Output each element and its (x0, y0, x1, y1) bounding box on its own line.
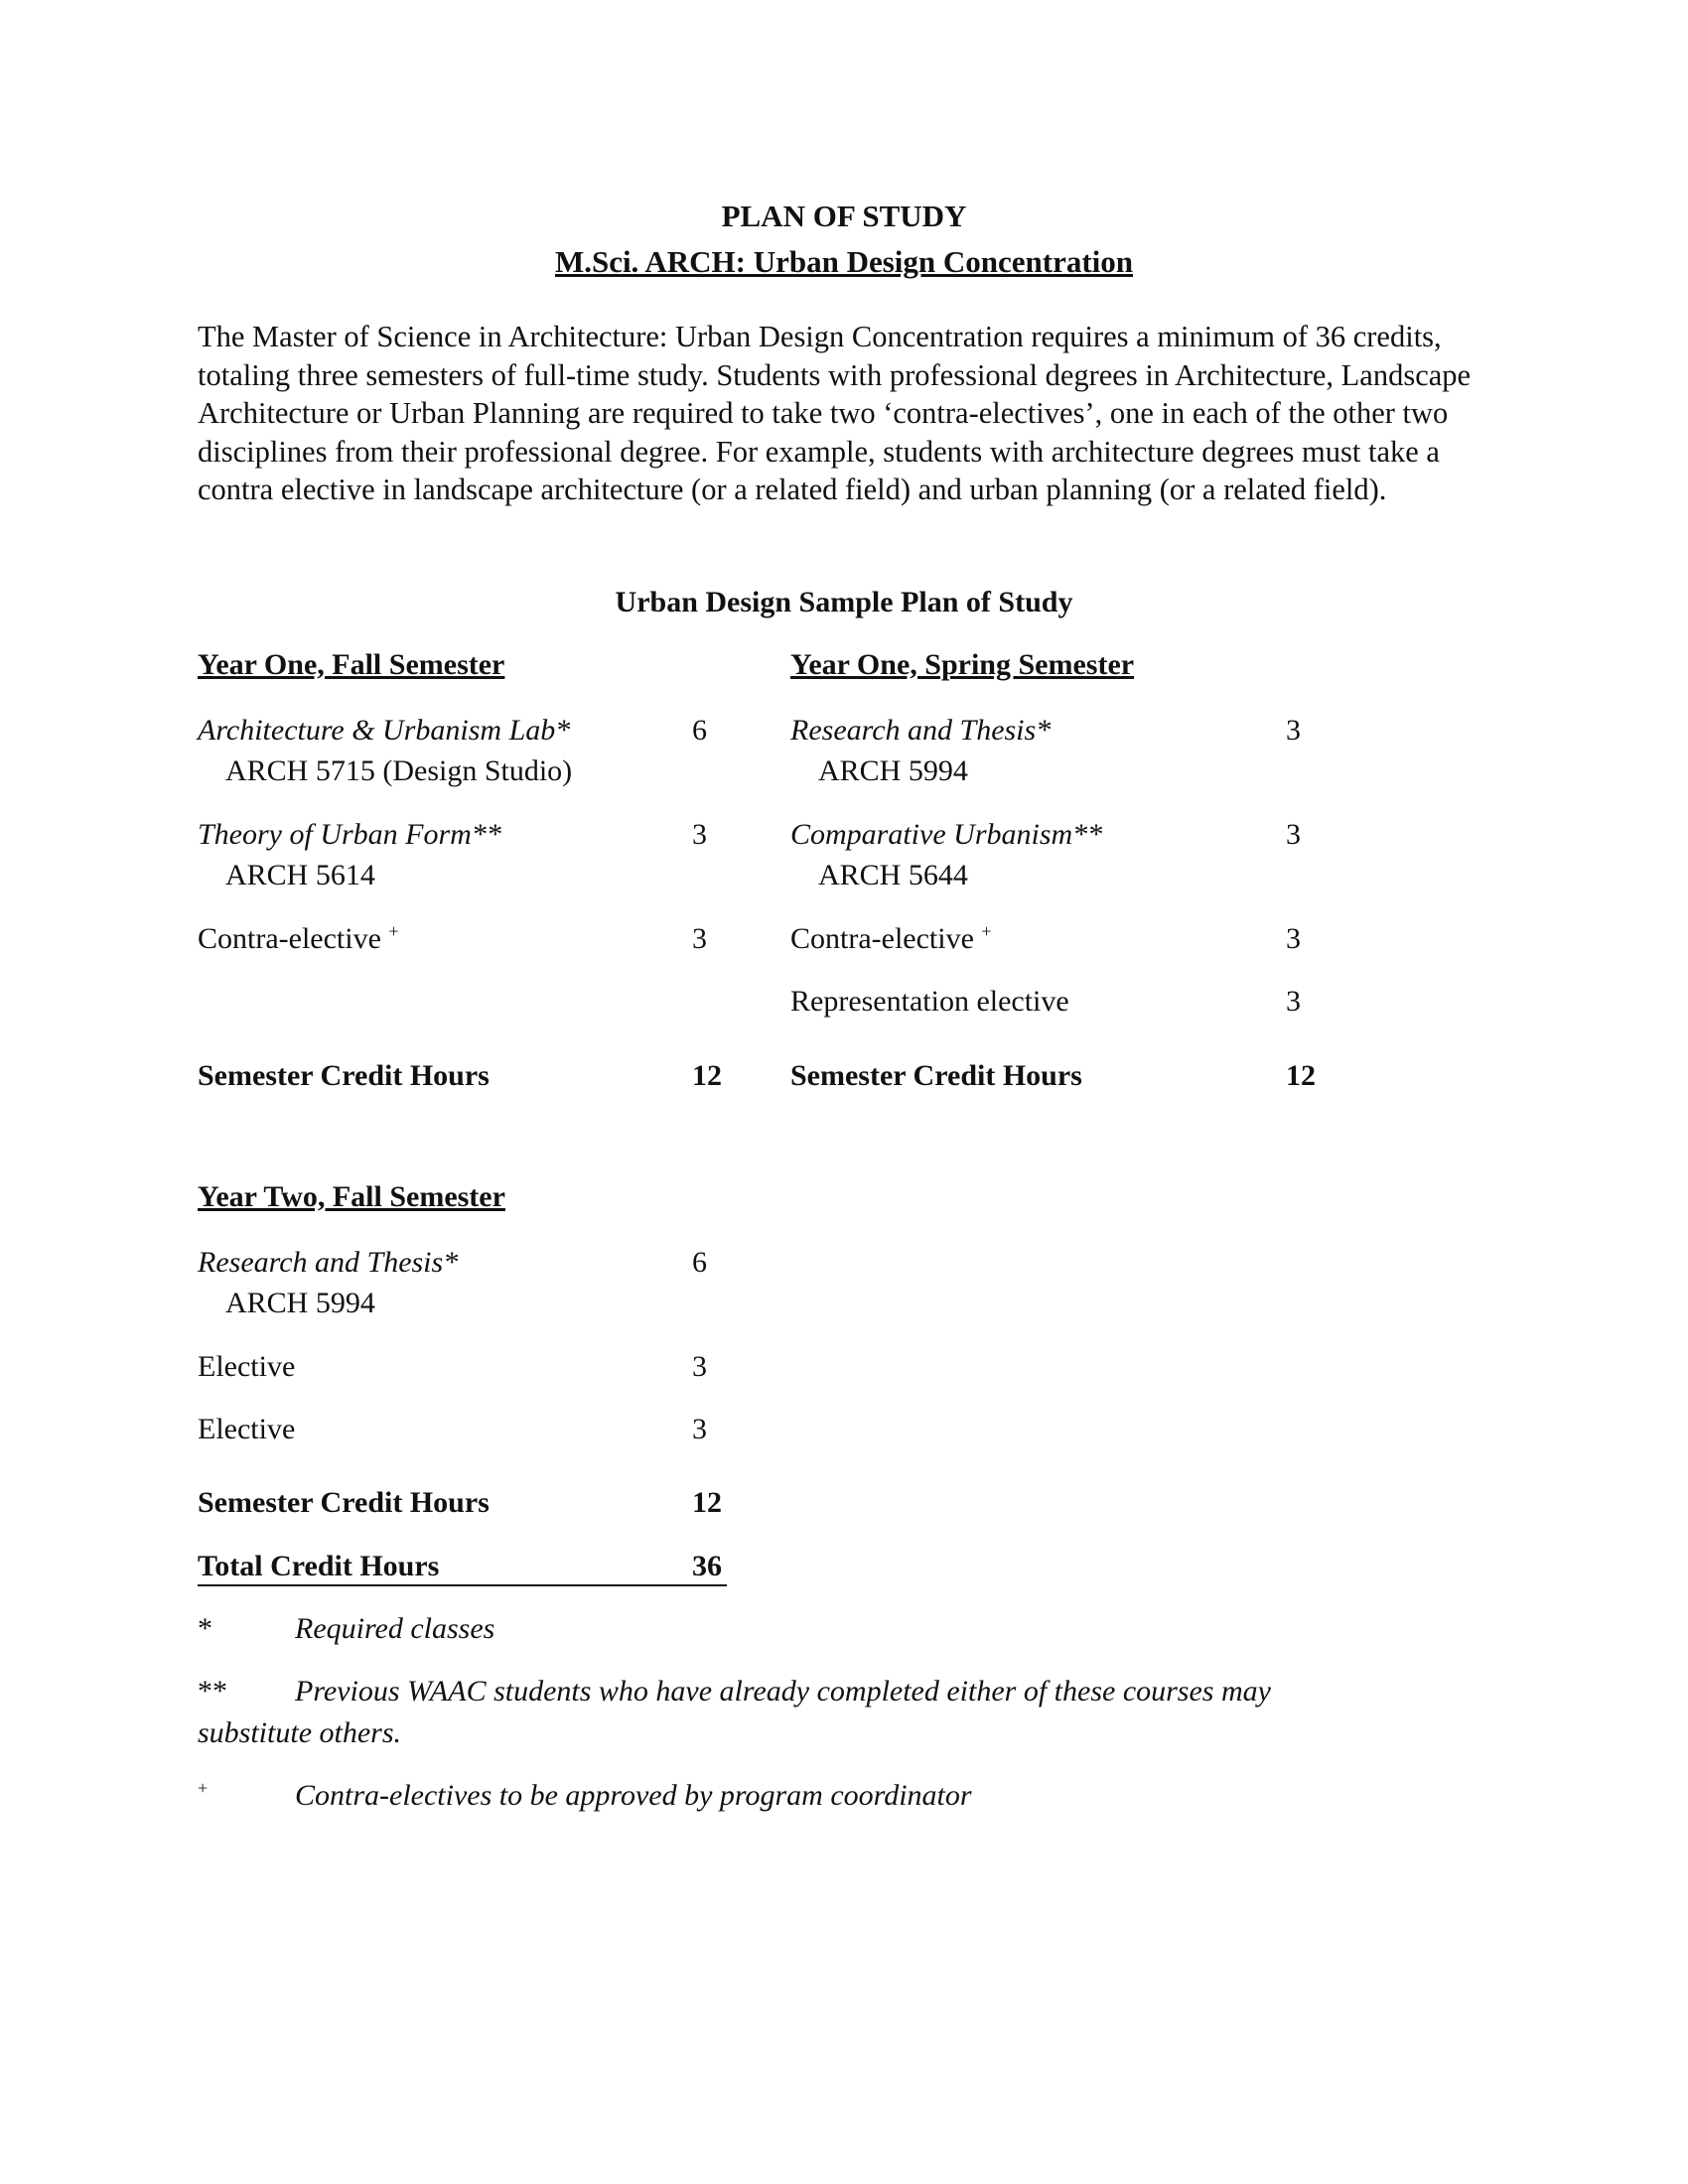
course-credits: 3 (1286, 818, 1301, 851)
course-name: Elective (198, 1350, 296, 1383)
semester-total-value: 12 (692, 1486, 722, 1519)
note-text: Contra-electives to be approved by program coordinator (295, 1779, 972, 1812)
intro-text: The Master of Science in Architecture: Urban Design Concentration requires a minimum of 36 credits, totaling three semesters of full-time study. Students with professional degrees in Architecture, Landscape Architecture or Urban Planning are required to take two ‘contra-electives’, one in each of the other two disciplines from their professional degree. For example, students with architecture degrees must take a contra elective in landscape architecture (or a related field) and urban planning (or a related field). (198, 320, 1472, 506)
course-name: Contra-elective (198, 922, 381, 955)
course-research-thesis (198, 1242, 458, 1323)
note-text: Required classes (295, 1612, 495, 1645)
course-elective (198, 1409, 295, 1449)
semester-total-value: 12 (692, 1059, 722, 1092)
course-credits: 6 (692, 1246, 707, 1279)
course-credits: 3 (692, 1350, 707, 1383)
course-credits: 3 (1286, 922, 1301, 955)
course-code: ARCH 5994 (225, 1287, 375, 1319)
note-text: Previous WAAC students who have already completed either of these courses may (295, 1675, 1271, 1707)
course-contra-elective (790, 918, 992, 959)
course-name: Contra-elective (790, 922, 974, 955)
semester-total-label: Semester Credit Hours (198, 1486, 490, 1519)
course-name: Elective (198, 1413, 296, 1445)
course-contra-elective (198, 918, 399, 959)
semester-total-label: Semester Credit Hours (790, 1059, 1082, 1092)
course-code: ARCH 5715 (Design Studio) (225, 754, 573, 787)
page-subtitle: M.Sci. ARCH: Urban Design Concentration (554, 244, 1134, 279)
course-theory-urban-form (198, 814, 501, 895)
course-credits: 3 (692, 1413, 707, 1445)
year1-spring-heading: Year One, Spring Semester (790, 648, 1135, 681)
sample-plan-heading: Urban Design Sample Plan of Study (615, 586, 1073, 618)
course-credits: 3 (1286, 985, 1301, 1018)
intro-paragraph (198, 318, 1488, 509)
page-title: PLAN OF STUDY (721, 199, 967, 233)
course-arch-urbanism-lab (198, 710, 572, 791)
course-credits: 3 (692, 818, 707, 851)
note-waac (198, 1675, 1271, 1708)
course-code: ARCH 5994 (818, 754, 968, 787)
course-name: Representation elective (790, 985, 1069, 1018)
total-underline (198, 1584, 727, 1586)
course-credits: 3 (692, 922, 707, 955)
contra-mark: + (981, 921, 992, 941)
grand-total-value: 36 (692, 1550, 722, 1582)
note-contra: + Contra-electives to be approved by program coordinator (198, 1778, 972, 1812)
course-name: Comparative Urbanism** (790, 818, 1103, 851)
course-representation-elective (790, 981, 1069, 1022)
course-code: ARCH 5614 (225, 859, 375, 891)
course-credits: 6 (692, 714, 707, 747)
semester-total-label: Semester Credit Hours (198, 1059, 490, 1092)
course-research-thesis (790, 710, 1051, 791)
course-name: Research and Thesis* (198, 1246, 459, 1279)
grand-total-label: Total Credit Hours (198, 1550, 440, 1582)
course-name: Theory of Urban Form** (198, 818, 501, 851)
course-code: ARCH 5644 (818, 859, 968, 891)
course-name: Architecture & Urbanism Lab* (198, 714, 571, 747)
course-elective (198, 1346, 295, 1387)
course-name: Research and Thesis* (790, 714, 1052, 747)
contra-mark: + (388, 921, 399, 941)
course-credits: 3 (1286, 714, 1301, 747)
note-required (198, 1612, 494, 1646)
note-mark: * (198, 1612, 212, 1645)
note-mark: ** (198, 1675, 227, 1707)
semester-total-value: 12 (1286, 1059, 1316, 1092)
course-comparative-urbanism (790, 814, 1102, 895)
note-waac-continued: substitute others. (198, 1716, 402, 1749)
year1-fall-heading: Year One, Fall Semester (198, 648, 505, 681)
year2-fall-heading: Year Two, Fall Semester (198, 1180, 505, 1213)
